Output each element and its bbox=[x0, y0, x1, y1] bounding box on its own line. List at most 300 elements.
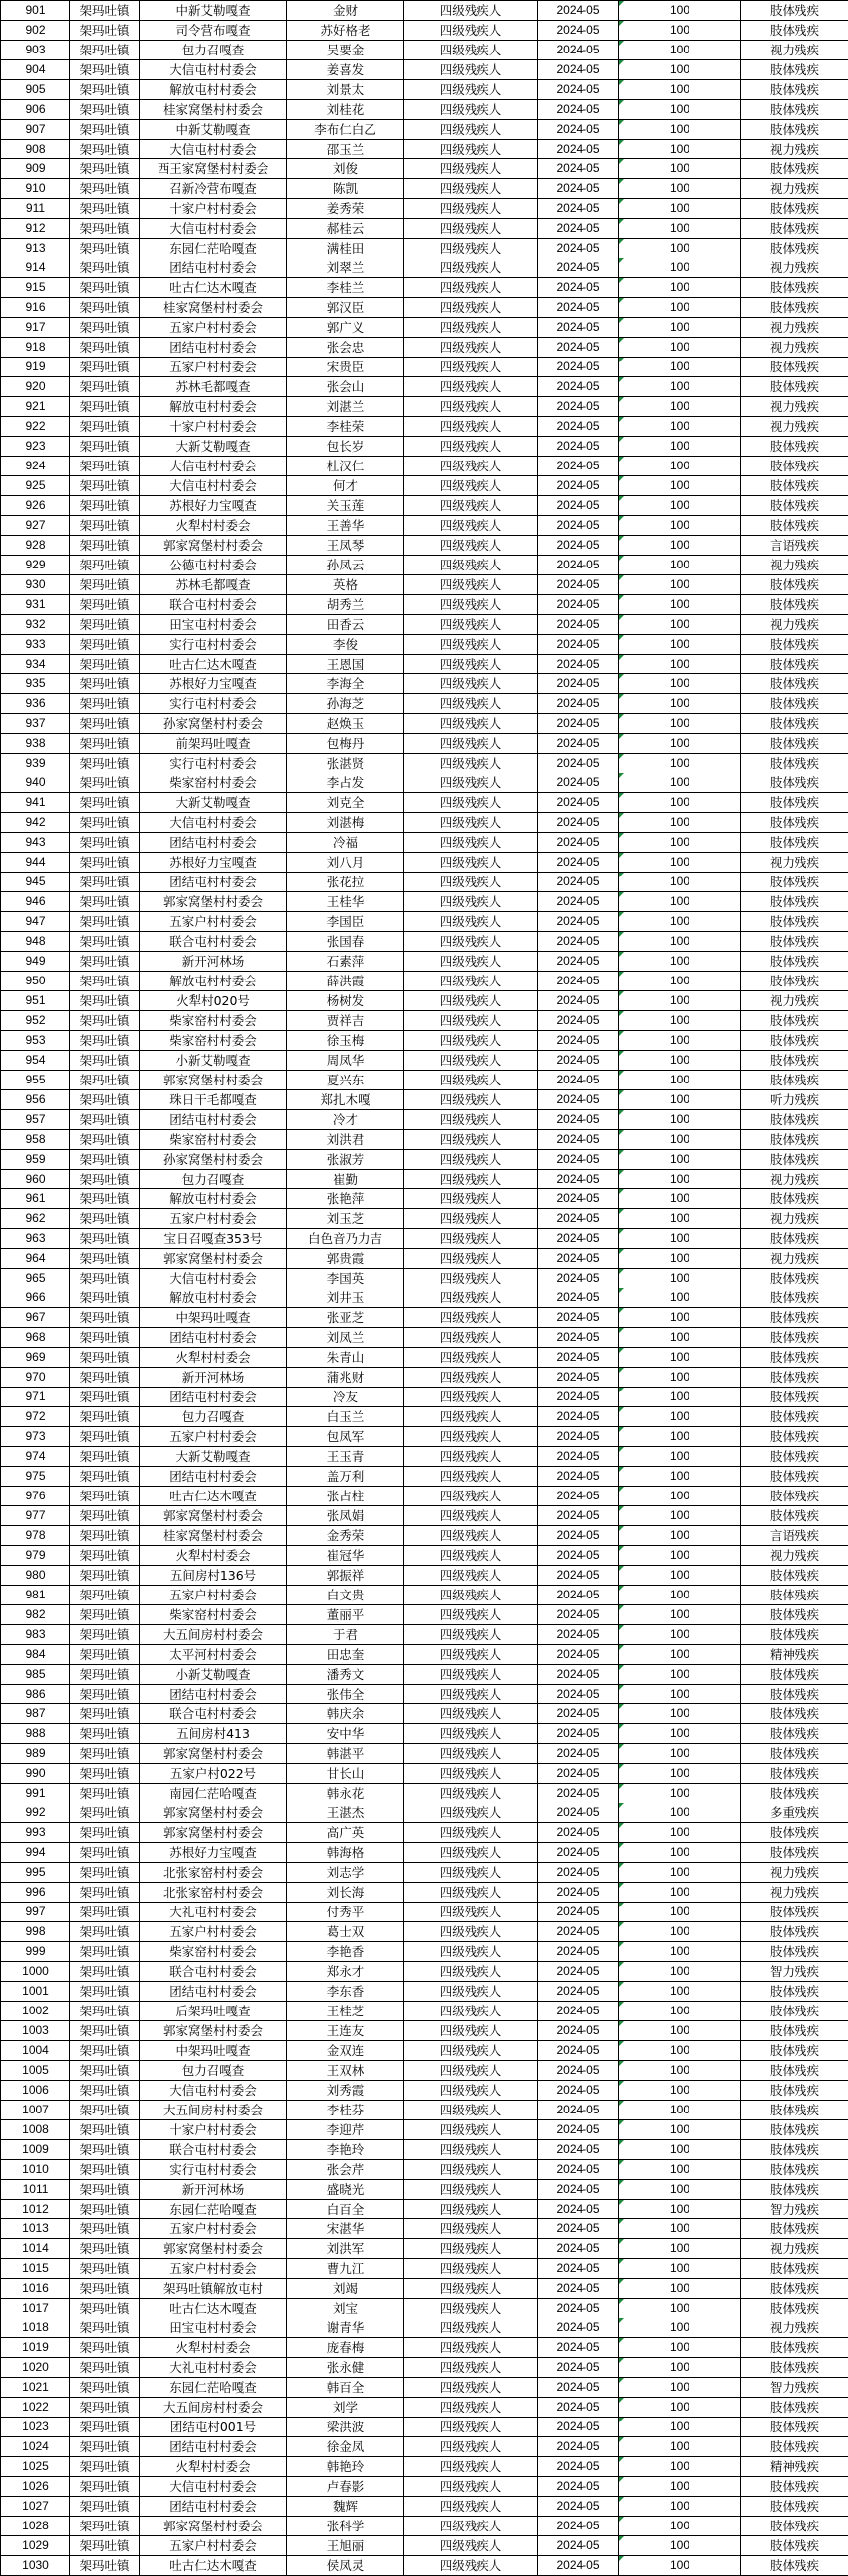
disability-type-cell[interactable]: 视力残疾 bbox=[741, 1863, 848, 1883]
village-cell[interactable]: 大信屯村村委会 bbox=[140, 219, 287, 239]
amount-cell[interactable]: 100 bbox=[619, 60, 741, 80]
disability-type-cell[interactable]: 肢体残疾 bbox=[741, 2081, 848, 2101]
person-name-cell[interactable]: 盖万利 bbox=[287, 1467, 404, 1487]
month-cell[interactable]: 2024-05 bbox=[538, 853, 619, 873]
disability-level-cell[interactable]: 四级残疾人 bbox=[404, 2457, 538, 2477]
disability-level-cell[interactable]: 四级残疾人 bbox=[404, 932, 538, 952]
town-cell[interactable]: 架玛吐镇 bbox=[70, 575, 140, 595]
amount-cell[interactable]: 100 bbox=[619, 1011, 741, 1031]
disability-level-cell[interactable]: 四级残疾人 bbox=[404, 2002, 538, 2021]
person-name-cell[interactable]: 包长岁 bbox=[287, 437, 404, 457]
disability-type-cell[interactable]: 肢体残疾 bbox=[741, 159, 848, 179]
amount-cell[interactable]: 100 bbox=[619, 615, 741, 635]
town-cell[interactable]: 架玛吐镇 bbox=[70, 2081, 140, 2101]
person-name-cell[interactable]: 张国春 bbox=[287, 932, 404, 952]
disability-type-cell[interactable]: 肢体残疾 bbox=[741, 476, 848, 496]
month-cell[interactable]: 2024-05 bbox=[538, 1487, 619, 1506]
month-cell[interactable]: 2024-05 bbox=[538, 1903, 619, 1922]
month-cell[interactable]: 2024-05 bbox=[538, 2358, 619, 2378]
person-name-cell[interactable]: 王凤琴 bbox=[287, 536, 404, 556]
town-cell[interactable]: 架玛吐镇 bbox=[70, 1388, 140, 1407]
disability-type-cell[interactable]: 肢体残疾 bbox=[741, 575, 848, 595]
amount-cell[interactable]: 100 bbox=[619, 635, 741, 655]
village-cell[interactable]: 五家户村村委会 bbox=[140, 358, 287, 377]
village-cell[interactable]: 包力召嘎查 bbox=[140, 2061, 287, 2081]
disability-type-cell[interactable]: 肢体残疾 bbox=[741, 1110, 848, 1130]
person-name-cell[interactable]: 周凤华 bbox=[287, 1051, 404, 1071]
disability-level-cell[interactable]: 四级残疾人 bbox=[404, 991, 538, 1011]
disability-type-cell[interactable]: 肢体残疾 bbox=[741, 813, 848, 833]
row-number-cell[interactable]: 1001 bbox=[1, 1982, 70, 2002]
town-cell[interactable]: 架玛吐镇 bbox=[70, 1843, 140, 1863]
disability-type-cell[interactable]: 视力残疾 bbox=[741, 615, 848, 635]
disability-level-cell[interactable]: 四级残疾人 bbox=[404, 833, 538, 853]
disability-type-cell[interactable]: 肢体残疾 bbox=[741, 457, 848, 476]
village-cell[interactable]: 联合屯村村委会 bbox=[140, 1962, 287, 1982]
month-cell[interactable]: 2024-05 bbox=[538, 2061, 619, 2081]
person-name-cell[interactable]: 韩湛平 bbox=[287, 1744, 404, 1764]
disability-type-cell[interactable]: 精神残疾 bbox=[741, 2457, 848, 2477]
month-cell[interactable]: 2024-05 bbox=[538, 1, 619, 21]
month-cell[interactable]: 2024-05 bbox=[538, 2120, 619, 2140]
person-name-cell[interactable]: 李桂荣 bbox=[287, 417, 404, 437]
disability-type-cell[interactable]: 肢体残疾 bbox=[741, 1903, 848, 1922]
row-number-cell[interactable]: 1027 bbox=[1, 2497, 70, 2517]
town-cell[interactable]: 架玛吐镇 bbox=[70, 1467, 140, 1487]
row-number-cell[interactable]: 919 bbox=[1, 358, 70, 377]
person-name-cell[interactable]: 张艳萍 bbox=[287, 1189, 404, 1209]
village-cell[interactable]: 郭家窝堡村村委会 bbox=[140, 2239, 287, 2259]
amount-cell[interactable]: 100 bbox=[619, 1150, 741, 1170]
amount-cell[interactable]: 100 bbox=[619, 1130, 741, 1150]
village-cell[interactable]: 火犁村村委会 bbox=[140, 516, 287, 536]
person-name-cell[interactable]: 盛晓光 bbox=[287, 2180, 404, 2200]
month-cell[interactable]: 2024-05 bbox=[538, 1764, 619, 1784]
disability-type-cell[interactable]: 肢体残疾 bbox=[741, 2338, 848, 2358]
person-name-cell[interactable]: 韩艳玲 bbox=[287, 2457, 404, 2477]
village-cell[interactable]: 实行屯村村委会 bbox=[140, 2160, 287, 2180]
row-number-cell[interactable]: 1010 bbox=[1, 2160, 70, 2180]
disability-type-cell[interactable]: 视力残疾 bbox=[741, 179, 848, 199]
village-cell[interactable]: 桂家窝堡村村委会 bbox=[140, 1526, 287, 1546]
disability-type-cell[interactable]: 肢体残疾 bbox=[741, 2061, 848, 2081]
month-cell[interactable]: 2024-05 bbox=[538, 2318, 619, 2338]
amount-cell[interactable]: 100 bbox=[619, 873, 741, 892]
month-cell[interactable]: 2024-05 bbox=[538, 1249, 619, 1269]
month-cell[interactable]: 2024-05 bbox=[538, 1229, 619, 1249]
amount-cell[interactable]: 100 bbox=[619, 1784, 741, 1803]
month-cell[interactable]: 2024-05 bbox=[538, 219, 619, 239]
month-cell[interactable]: 2024-05 bbox=[538, 2140, 619, 2160]
person-name-cell[interactable]: 蒲兆财 bbox=[287, 1368, 404, 1388]
village-cell[interactable]: 五家户村村委会 bbox=[140, 1427, 287, 1447]
town-cell[interactable]: 架玛吐镇 bbox=[70, 1308, 140, 1328]
village-cell[interactable]: 田宝屯村村委会 bbox=[140, 615, 287, 635]
disability-level-cell[interactable]: 四级残疾人 bbox=[404, 2358, 538, 2378]
village-cell[interactable]: 包力召嘎查 bbox=[140, 1170, 287, 1189]
amount-cell[interactable]: 100 bbox=[619, 2497, 741, 2517]
month-cell[interactable]: 2024-05 bbox=[538, 1883, 619, 1903]
disability-level-cell[interactable]: 四级残疾人 bbox=[404, 1506, 538, 1526]
town-cell[interactable]: 架玛吐镇 bbox=[70, 1170, 140, 1189]
row-number-cell[interactable]: 947 bbox=[1, 912, 70, 932]
amount-cell[interactable]: 100 bbox=[619, 1308, 741, 1328]
row-number-cell[interactable]: 951 bbox=[1, 991, 70, 1011]
month-cell[interactable]: 2024-05 bbox=[538, 754, 619, 773]
amount-cell[interactable]: 100 bbox=[619, 2398, 741, 2418]
town-cell[interactable]: 架玛吐镇 bbox=[70, 1764, 140, 1784]
person-name-cell[interactable]: 满桂田 bbox=[287, 239, 404, 258]
town-cell[interactable]: 架玛吐镇 bbox=[70, 2219, 140, 2239]
person-name-cell[interactable]: 杨树发 bbox=[287, 991, 404, 1011]
month-cell[interactable]: 2024-05 bbox=[538, 1150, 619, 1170]
amount-cell[interactable]: 100 bbox=[619, 2517, 741, 2536]
town-cell[interactable]: 架玛吐镇 bbox=[70, 1625, 140, 1645]
amount-cell[interactable]: 100 bbox=[619, 793, 741, 813]
person-name-cell[interactable]: 王双林 bbox=[287, 2061, 404, 2081]
town-cell[interactable]: 架玛吐镇 bbox=[70, 694, 140, 714]
amount-cell[interactable]: 100 bbox=[619, 1586, 741, 1605]
row-number-cell[interactable]: 933 bbox=[1, 635, 70, 655]
disability-level-cell[interactable]: 四级残疾人 bbox=[404, 2101, 538, 2120]
row-number-cell[interactable]: 911 bbox=[1, 199, 70, 219]
amount-cell[interactable]: 100 bbox=[619, 1962, 741, 1982]
person-name-cell[interactable]: 白玉兰 bbox=[287, 1407, 404, 1427]
village-cell[interactable]: 苏根好力宝嘎查 bbox=[140, 1843, 287, 1863]
disability-type-cell[interactable]: 肢体残疾 bbox=[741, 278, 848, 298]
person-name-cell[interactable]: 郑扎木嘎 bbox=[287, 1090, 404, 1110]
person-name-cell[interactable]: 姜喜发 bbox=[287, 60, 404, 80]
disability-type-cell[interactable]: 肢体残疾 bbox=[741, 1031, 848, 1051]
person-name-cell[interactable]: 张会芹 bbox=[287, 2160, 404, 2180]
row-number-cell[interactable]: 937 bbox=[1, 714, 70, 734]
amount-cell[interactable]: 100 bbox=[619, 655, 741, 674]
town-cell[interactable]: 架玛吐镇 bbox=[70, 1031, 140, 1051]
town-cell[interactable]: 架玛吐镇 bbox=[70, 2556, 140, 2576]
town-cell[interactable]: 架玛吐镇 bbox=[70, 60, 140, 80]
row-number-cell[interactable]: 982 bbox=[1, 1605, 70, 1625]
amount-cell[interactable]: 100 bbox=[619, 1170, 741, 1189]
disability-level-cell[interactable]: 四级残疾人 bbox=[404, 2299, 538, 2318]
person-name-cell[interactable]: 张会山 bbox=[287, 377, 404, 397]
amount-cell[interactable]: 100 bbox=[619, 1526, 741, 1546]
disability-type-cell[interactable]: 言语残疾 bbox=[741, 1526, 848, 1546]
month-cell[interactable]: 2024-05 bbox=[538, 1427, 619, 1447]
village-cell[interactable]: 大信屯村村委会 bbox=[140, 476, 287, 496]
month-cell[interactable]: 2024-05 bbox=[538, 2002, 619, 2021]
town-cell[interactable]: 架玛吐镇 bbox=[70, 615, 140, 635]
month-cell[interactable]: 2024-05 bbox=[538, 1447, 619, 1467]
month-cell[interactable]: 2024-05 bbox=[538, 159, 619, 179]
month-cell[interactable]: 2024-05 bbox=[538, 179, 619, 199]
disability-type-cell[interactable]: 肢体残疾 bbox=[741, 1665, 848, 1685]
amount-cell[interactable]: 100 bbox=[619, 1269, 741, 1288]
disability-type-cell[interactable]: 肢体残疾 bbox=[741, 773, 848, 793]
town-cell[interactable]: 架玛吐镇 bbox=[70, 952, 140, 972]
month-cell[interactable]: 2024-05 bbox=[538, 2279, 619, 2299]
row-number-cell[interactable]: 978 bbox=[1, 1526, 70, 1546]
person-name-cell[interactable]: 魏辉 bbox=[287, 2497, 404, 2517]
town-cell[interactable]: 架玛吐镇 bbox=[70, 1922, 140, 1942]
disability-type-cell[interactable]: 肢体残疾 bbox=[741, 932, 848, 952]
person-name-cell[interactable]: 贾祥吉 bbox=[287, 1011, 404, 1031]
village-cell[interactable]: 五家户村村委会 bbox=[140, 2259, 287, 2279]
month-cell[interactable]: 2024-05 bbox=[538, 2299, 619, 2318]
disability-type-cell[interactable]: 肢体残疾 bbox=[741, 635, 848, 655]
disability-type-cell[interactable]: 肢体残疾 bbox=[741, 655, 848, 674]
disability-level-cell[interactable]: 四级残疾人 bbox=[404, 1447, 538, 1467]
village-cell[interactable]: 大信屯村村委会 bbox=[140, 140, 287, 159]
row-number-cell[interactable]: 975 bbox=[1, 1467, 70, 1487]
disability-level-cell[interactable]: 四级残疾人 bbox=[404, 41, 538, 60]
month-cell[interactable]: 2024-05 bbox=[538, 2457, 619, 2477]
person-name-cell[interactable]: 王玉青 bbox=[287, 1447, 404, 1467]
disability-type-cell[interactable]: 听力残疾 bbox=[741, 1090, 848, 1110]
village-cell[interactable]: 五家户村村委会 bbox=[140, 1922, 287, 1942]
disability-type-cell[interactable]: 视力残疾 bbox=[741, 417, 848, 437]
person-name-cell[interactable]: 卢春影 bbox=[287, 2477, 404, 2497]
amount-cell[interactable]: 100 bbox=[619, 2259, 741, 2279]
disability-type-cell[interactable]: 肢体残疾 bbox=[741, 912, 848, 932]
disability-level-cell[interactable]: 四级残疾人 bbox=[404, 1229, 538, 1249]
month-cell[interactable]: 2024-05 bbox=[538, 2259, 619, 2279]
row-number-cell[interactable]: 957 bbox=[1, 1110, 70, 1130]
month-cell[interactable]: 2024-05 bbox=[538, 100, 619, 120]
person-name-cell[interactable]: 曹九江 bbox=[287, 2259, 404, 2279]
month-cell[interactable]: 2024-05 bbox=[538, 298, 619, 318]
town-cell[interactable]: 架玛吐镇 bbox=[70, 2021, 140, 2041]
amount-cell[interactable]: 100 bbox=[619, 1288, 741, 1308]
town-cell[interactable]: 架玛吐镇 bbox=[70, 674, 140, 694]
row-number-cell[interactable]: 994 bbox=[1, 1843, 70, 1863]
disability-type-cell[interactable]: 肢体残疾 bbox=[741, 1130, 848, 1150]
person-name-cell[interactable]: 张湛贤 bbox=[287, 754, 404, 773]
village-cell[interactable]: 前架玛吐嘎查 bbox=[140, 734, 287, 754]
disability-level-cell[interactable]: 四级残疾人 bbox=[404, 179, 538, 199]
disability-level-cell[interactable]: 四级残疾人 bbox=[404, 1546, 538, 1566]
disability-level-cell[interactable]: 四级残疾人 bbox=[404, 1, 538, 21]
month-cell[interactable]: 2024-05 bbox=[538, 833, 619, 853]
person-name-cell[interactable]: 谢青华 bbox=[287, 2318, 404, 2338]
row-number-cell[interactable]: 1002 bbox=[1, 2002, 70, 2021]
village-cell[interactable]: 苏根好力宝嘎查 bbox=[140, 853, 287, 873]
month-cell[interactable]: 2024-05 bbox=[538, 2418, 619, 2437]
row-number-cell[interactable]: 1018 bbox=[1, 2318, 70, 2338]
person-name-cell[interactable]: 白百全 bbox=[287, 2200, 404, 2219]
disability-level-cell[interactable]: 四级残疾人 bbox=[404, 1586, 538, 1605]
month-cell[interactable]: 2024-05 bbox=[538, 199, 619, 219]
village-cell[interactable]: 珠日干毛都嘎查 bbox=[140, 1090, 287, 1110]
amount-cell[interactable]: 100 bbox=[619, 1883, 741, 1903]
village-cell[interactable]: 大五间房村村委会 bbox=[140, 1625, 287, 1645]
row-number-cell[interactable]: 952 bbox=[1, 1011, 70, 1031]
disability-level-cell[interactable]: 四级残疾人 bbox=[404, 2517, 538, 2536]
row-number-cell[interactable]: 1019 bbox=[1, 2338, 70, 2358]
disability-level-cell[interactable]: 四级残疾人 bbox=[404, 1308, 538, 1328]
town-cell[interactable]: 架玛吐镇 bbox=[70, 912, 140, 932]
amount-cell[interactable]: 100 bbox=[619, 120, 741, 140]
row-number-cell[interactable]: 914 bbox=[1, 258, 70, 278]
village-cell[interactable]: 南园仁茫哈嘎查 bbox=[140, 1784, 287, 1803]
month-cell[interactable]: 2024-05 bbox=[538, 1110, 619, 1130]
amount-cell[interactable]: 100 bbox=[619, 734, 741, 754]
disability-level-cell[interactable]: 四级残疾人 bbox=[404, 1388, 538, 1407]
amount-cell[interactable]: 100 bbox=[619, 1487, 741, 1506]
village-cell[interactable]: 郭家窝堡村村委会 bbox=[140, 1803, 287, 1823]
person-name-cell[interactable]: 刘俊 bbox=[287, 159, 404, 179]
disability-level-cell[interactable]: 四级残疾人 bbox=[404, 417, 538, 437]
month-cell[interactable]: 2024-05 bbox=[538, 595, 619, 615]
disability-type-cell[interactable]: 视力残疾 bbox=[741, 1249, 848, 1269]
person-name-cell[interactable]: 刘湛兰 bbox=[287, 397, 404, 417]
disability-level-cell[interactable]: 四级残疾人 bbox=[404, 2120, 538, 2140]
month-cell[interactable]: 2024-05 bbox=[538, 1645, 619, 1665]
disability-level-cell[interactable]: 四级残疾人 bbox=[404, 2477, 538, 2497]
row-number-cell[interactable]: 936 bbox=[1, 694, 70, 714]
row-number-cell[interactable]: 917 bbox=[1, 318, 70, 338]
village-cell[interactable]: 团结屯村村委会 bbox=[140, 338, 287, 358]
amount-cell[interactable]: 100 bbox=[619, 714, 741, 734]
person-name-cell[interactable]: 王连友 bbox=[287, 2021, 404, 2041]
disability-type-cell[interactable]: 肢体残疾 bbox=[741, 734, 848, 754]
town-cell[interactable]: 架玛吐镇 bbox=[70, 773, 140, 793]
row-number-cell[interactable]: 940 bbox=[1, 773, 70, 793]
amount-cell[interactable]: 100 bbox=[619, 1249, 741, 1269]
disability-type-cell[interactable]: 肢体残疾 bbox=[741, 595, 848, 615]
town-cell[interactable]: 架玛吐镇 bbox=[70, 1665, 140, 1685]
row-number-cell[interactable]: 934 bbox=[1, 655, 70, 674]
row-number-cell[interactable]: 1003 bbox=[1, 2021, 70, 2041]
disability-type-cell[interactable]: 肢体残疾 bbox=[741, 754, 848, 773]
disability-level-cell[interactable]: 四级残疾人 bbox=[404, 496, 538, 516]
person-name-cell[interactable]: 董丽平 bbox=[287, 1605, 404, 1625]
disability-type-cell[interactable]: 肢体残疾 bbox=[741, 833, 848, 853]
town-cell[interactable]: 架玛吐镇 bbox=[70, 1328, 140, 1348]
disability-level-cell[interactable]: 四级残疾人 bbox=[404, 1031, 538, 1051]
month-cell[interactable]: 2024-05 bbox=[538, 1288, 619, 1308]
amount-cell[interactable]: 100 bbox=[619, 1, 741, 21]
village-cell[interactable]: 司令营布嘎查 bbox=[140, 21, 287, 41]
disability-type-cell[interactable]: 肢体残疾 bbox=[741, 298, 848, 318]
disability-level-cell[interactable]: 四级残疾人 bbox=[404, 1823, 538, 1843]
row-number-cell[interactable]: 970 bbox=[1, 1368, 70, 1388]
village-cell[interactable]: 田宝屯村村委会 bbox=[140, 2318, 287, 2338]
disability-level-cell[interactable]: 四级残疾人 bbox=[404, 635, 538, 655]
person-name-cell[interactable]: 刘洪军 bbox=[287, 2239, 404, 2259]
month-cell[interactable]: 2024-05 bbox=[538, 41, 619, 60]
disability-level-cell[interactable]: 四级残疾人 bbox=[404, 1982, 538, 2002]
row-number-cell[interactable]: 966 bbox=[1, 1288, 70, 1308]
row-number-cell[interactable]: 996 bbox=[1, 1883, 70, 1903]
amount-cell[interactable]: 100 bbox=[619, 338, 741, 358]
disability-level-cell[interactable]: 四级残疾人 bbox=[404, 159, 538, 179]
month-cell[interactable]: 2024-05 bbox=[538, 1704, 619, 1724]
village-cell[interactable]: 团结屯村村委会 bbox=[140, 873, 287, 892]
month-cell[interactable]: 2024-05 bbox=[538, 437, 619, 457]
row-number-cell[interactable]: 955 bbox=[1, 1071, 70, 1090]
disability-type-cell[interactable]: 视力残疾 bbox=[741, 2239, 848, 2259]
person-name-cell[interactable]: 李迎芹 bbox=[287, 2120, 404, 2140]
row-number-cell[interactable]: 916 bbox=[1, 298, 70, 318]
amount-cell[interactable]: 100 bbox=[619, 2457, 741, 2477]
village-cell[interactable]: 柴家窑村村委会 bbox=[140, 1605, 287, 1625]
town-cell[interactable]: 架玛吐镇 bbox=[70, 1506, 140, 1526]
village-cell[interactable]: 五家户村村委会 bbox=[140, 912, 287, 932]
village-cell[interactable]: 十家户村村委会 bbox=[140, 2120, 287, 2140]
person-name-cell[interactable]: 白色音乃力吉 bbox=[287, 1229, 404, 1249]
town-cell[interactable]: 架玛吐镇 bbox=[70, 2200, 140, 2219]
disability-level-cell[interactable]: 四级残疾人 bbox=[404, 2437, 538, 2457]
row-number-cell[interactable]: 993 bbox=[1, 1823, 70, 1843]
person-name-cell[interactable]: 李艳玲 bbox=[287, 2140, 404, 2160]
amount-cell[interactable]: 100 bbox=[619, 358, 741, 377]
month-cell[interactable]: 2024-05 bbox=[538, 140, 619, 159]
month-cell[interactable]: 2024-05 bbox=[538, 60, 619, 80]
town-cell[interactable]: 架玛吐镇 bbox=[70, 1605, 140, 1625]
amount-cell[interactable]: 100 bbox=[619, 2418, 741, 2437]
amount-cell[interactable]: 100 bbox=[619, 1407, 741, 1427]
row-number-cell[interactable]: 1009 bbox=[1, 2140, 70, 2160]
disability-type-cell[interactable]: 肢体残疾 bbox=[741, 1704, 848, 1724]
disability-type-cell[interactable]: 肢体残疾 bbox=[741, 2299, 848, 2318]
town-cell[interactable]: 架玛吐镇 bbox=[70, 2101, 140, 2120]
village-cell[interactable]: 大新艾勒嘎查 bbox=[140, 793, 287, 813]
person-name-cell[interactable]: 葛士双 bbox=[287, 1922, 404, 1942]
amount-cell[interactable]: 100 bbox=[619, 972, 741, 991]
person-name-cell[interactable]: 刘桂花 bbox=[287, 100, 404, 120]
month-cell[interactable]: 2024-05 bbox=[538, 1011, 619, 1031]
disability-type-cell[interactable]: 视力残疾 bbox=[741, 556, 848, 575]
disability-level-cell[interactable]: 四级残疾人 bbox=[404, 1665, 538, 1685]
person-name-cell[interactable]: 金财 bbox=[287, 1, 404, 21]
disability-type-cell[interactable]: 肢体残疾 bbox=[741, 793, 848, 813]
disability-type-cell[interactable]: 肢体残疾 bbox=[741, 2358, 848, 2378]
disability-level-cell[interactable]: 四级残疾人 bbox=[404, 2398, 538, 2418]
amount-cell[interactable]: 100 bbox=[619, 1229, 741, 1249]
row-number-cell[interactable]: 973 bbox=[1, 1427, 70, 1447]
disability-level-cell[interactable]: 四级残疾人 bbox=[404, 1962, 538, 1982]
disability-type-cell[interactable]: 肢体残疾 bbox=[741, 2180, 848, 2200]
amount-cell[interactable]: 100 bbox=[619, 1071, 741, 1090]
person-name-cell[interactable]: 白文贵 bbox=[287, 1586, 404, 1605]
disability-level-cell[interactable]: 四级残疾人 bbox=[404, 219, 538, 239]
amount-cell[interactable]: 100 bbox=[619, 516, 741, 536]
disability-type-cell[interactable]: 肢体残疾 bbox=[741, 1942, 848, 1962]
month-cell[interactable]: 2024-05 bbox=[538, 1685, 619, 1704]
disability-level-cell[interactable]: 四级残疾人 bbox=[404, 516, 538, 536]
row-number-cell[interactable]: 974 bbox=[1, 1447, 70, 1467]
disability-level-cell[interactable]: 四级残疾人 bbox=[404, 2021, 538, 2041]
town-cell[interactable]: 架玛吐镇 bbox=[70, 1546, 140, 1566]
month-cell[interactable]: 2024-05 bbox=[538, 1071, 619, 1090]
amount-cell[interactable]: 100 bbox=[619, 952, 741, 972]
town-cell[interactable]: 架玛吐镇 bbox=[70, 1883, 140, 1903]
town-cell[interactable]: 架玛吐镇 bbox=[70, 932, 140, 952]
disability-level-cell[interactable]: 四级残疾人 bbox=[404, 1744, 538, 1764]
town-cell[interactable]: 架玛吐镇 bbox=[70, 1, 140, 21]
row-number-cell[interactable]: 962 bbox=[1, 1209, 70, 1229]
disability-level-cell[interactable]: 四级残疾人 bbox=[404, 575, 538, 595]
amount-cell[interactable]: 100 bbox=[619, 159, 741, 179]
town-cell[interactable]: 架玛吐镇 bbox=[70, 2477, 140, 2497]
amount-cell[interactable]: 100 bbox=[619, 2437, 741, 2457]
disability-type-cell[interactable]: 肢体残疾 bbox=[741, 516, 848, 536]
village-cell[interactable]: 十家户村村委会 bbox=[140, 199, 287, 219]
person-name-cell[interactable]: 朱青山 bbox=[287, 1348, 404, 1368]
amount-cell[interactable]: 100 bbox=[619, 100, 741, 120]
disability-level-cell[interactable]: 四级残疾人 bbox=[404, 60, 538, 80]
disability-type-cell[interactable]: 肢体残疾 bbox=[741, 2021, 848, 2041]
